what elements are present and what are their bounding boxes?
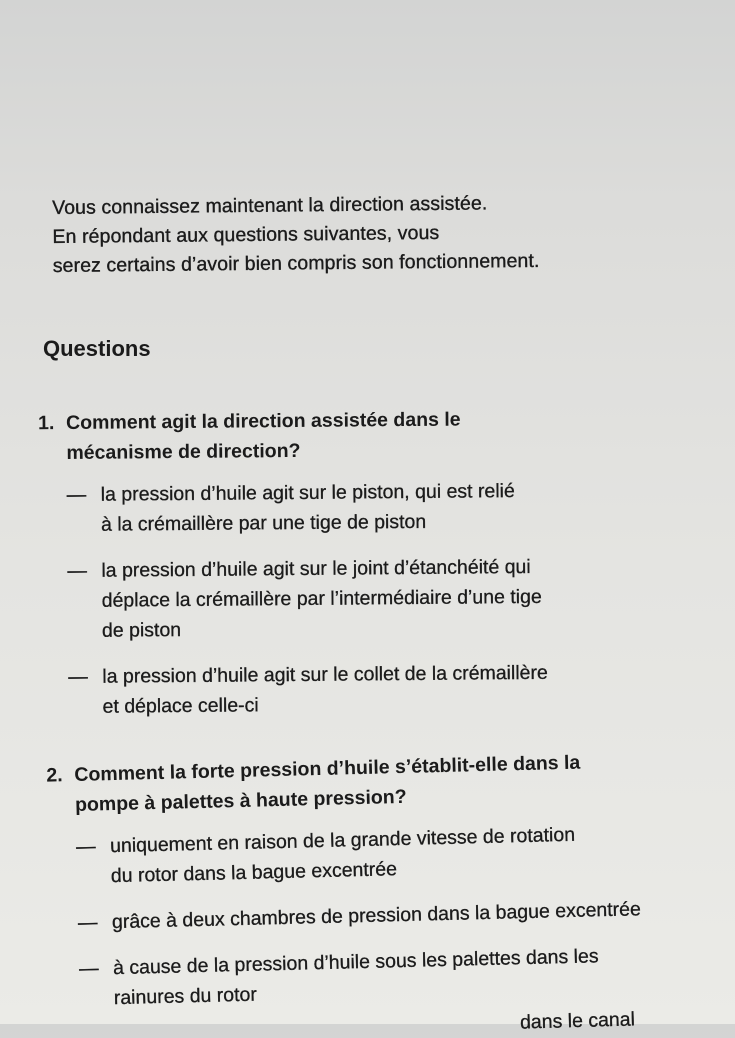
- answer-option: [67, 552, 547, 646]
- question-number: 1.: [38, 412, 55, 435]
- section-title: Questions: [43, 336, 151, 361]
- question-line: mécanisme de direction?: [66, 439, 301, 464]
- answer-line: à la crémaillère par une tige de piston: [100, 510, 427, 536]
- dash-marker: —: [77, 911, 98, 934]
- question-2: [46, 746, 643, 1030]
- answer-line: du rotor dans la bague excentrée: [110, 858, 398, 888]
- intro-paragraph: [52, 189, 540, 281]
- question-1: [38, 404, 548, 738]
- answer-option: [78, 894, 642, 938]
- intro-line: Vous connaissez maintenant la direction assistée.: [52, 192, 488, 219]
- question-line: Comment la forte pression d’huile s’établit-elle dans la: [74, 751, 581, 786]
- answer-option: [76, 818, 640, 892]
- answer-line: la pression d’huile agit sur le joint d’étanchéité qui: [101, 555, 531, 582]
- question-line: Comment agit la direction assistée dans le: [66, 408, 461, 434]
- answer-line: de piston: [101, 619, 182, 642]
- question-text: [46, 746, 638, 820]
- answer-option: [68, 658, 548, 722]
- question-number: 2.: [46, 764, 63, 787]
- answer-list: [76, 818, 643, 1014]
- cut-off-text: dans le canal: [519, 1008, 636, 1034]
- dash-marker: —: [68, 665, 88, 688]
- question-text: [38, 404, 546, 468]
- dash-marker: —: [75, 835, 96, 858]
- answer-list: [67, 476, 549, 722]
- answer-line: à cause de la pression d’huile sous les palettes dans les: [112, 945, 599, 980]
- dash-marker: —: [78, 957, 99, 980]
- answer-option: [79, 940, 643, 1014]
- answer-option: [67, 476, 547, 540]
- answer-line: uniquement en raison de la grande vitesse de rotation: [109, 823, 576, 858]
- answer-line: la pression d’huile agit sur le collet de la crémaillère: [102, 661, 548, 688]
- answer-line: et déplace celle-ci: [102, 694, 259, 718]
- dash-marker: —: [67, 559, 88, 582]
- intro-line: serez certains d’avoir bien compris son fonctionnement.: [52, 249, 540, 277]
- answer-line: déplace la crémaillère par l’intermédiaire d’une tige: [101, 585, 542, 612]
- intro-line: En répondant aux questions suivantes, vous: [52, 221, 440, 248]
- answer-line: grâce à deux chambres de pression dans la bague excentrée: [111, 898, 642, 934]
- dash-marker: —: [66, 483, 87, 506]
- question-line: pompe à palettes à haute pression?: [74, 785, 407, 816]
- answer-line: rainures du rotor: [113, 983, 258, 1010]
- answer-line: la pression d’huile agit sur le piston, qui est relié: [100, 480, 515, 506]
